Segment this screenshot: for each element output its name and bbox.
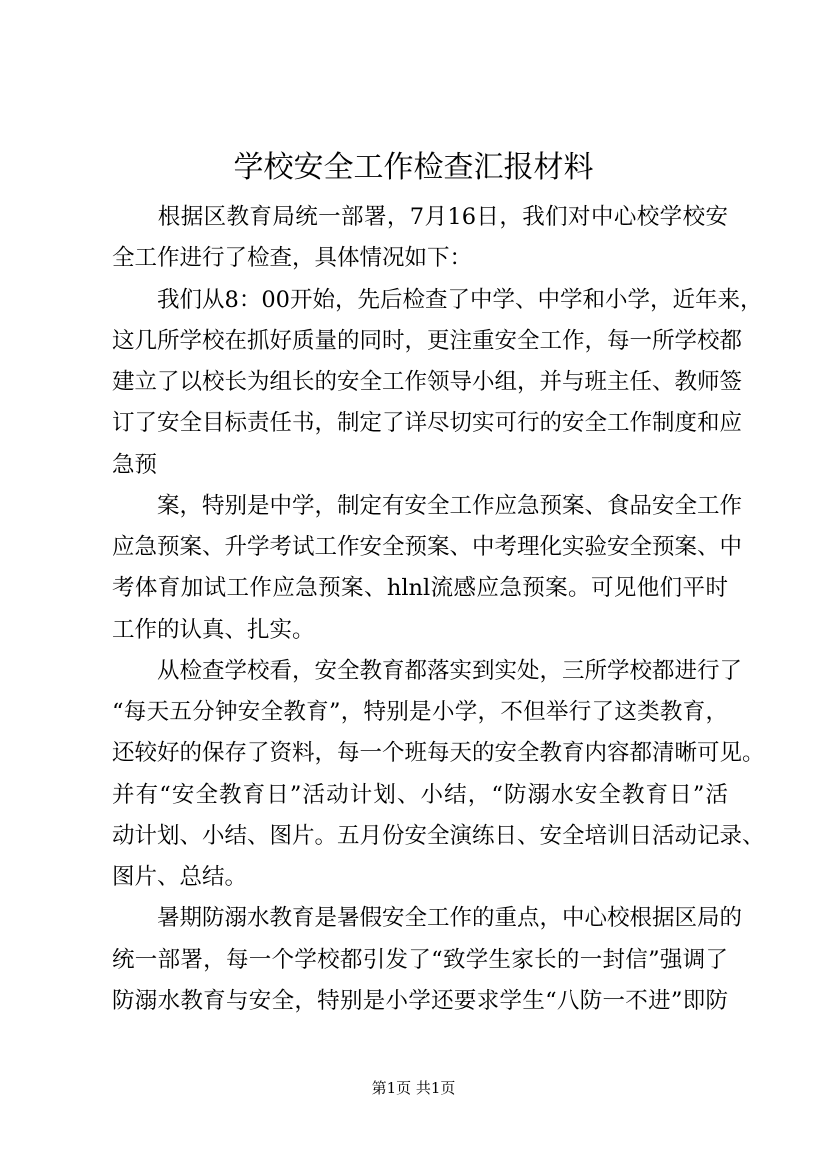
text-line-20: 防溺水教育与安全，特别是小学还要求学生“八防一不进”即防 bbox=[112, 987, 728, 1014]
text-line-16: 动计划、小结、图片。五月份安全演练日、安全培训日活动记录、 bbox=[112, 822, 765, 849]
text-line-18: 暑期防溺水教育是暑假安全工作的重点，中心校根据区局的 bbox=[112, 905, 743, 932]
text-line-14: 还较好的保存了资料，每一个班每天的安全教育内容都清晰可见。 bbox=[112, 740, 765, 767]
text-line-15: 并有“安全教育日”活动计划、小结，“防溺水安全教育日”活 bbox=[112, 781, 728, 808]
text-line-2: 全工作进行了检查，具体情况如下： bbox=[112, 245, 473, 272]
document-body bbox=[112, 197, 765, 1022]
text-line-3: 我们从8：00开始，先后检查了中学、中学和小学，近年来， bbox=[112, 286, 763, 313]
text-line-19: 统一部署，每一个学校都引发了“致学生家长的一封信”强调了 bbox=[112, 946, 728, 973]
text-line-13: “每天五分钟安全教育”，特别是小学，不但举行了这类教育， bbox=[112, 699, 728, 725]
text-line-6: 订了安全目标责任书，制定了详尽切实可行的安全工作制度和应 bbox=[112, 410, 743, 437]
text-line-12: 从检查学校看，安全教育都落实到实处，三所学校都进行了 bbox=[112, 657, 743, 684]
text-line-9: 应急预案、升学考试工作安全预案、中考理化实验安全预案、中 bbox=[112, 534, 743, 560]
text-line-7: 急预 bbox=[112, 451, 158, 478]
page-footer: 第1页 共1页 bbox=[371, 1079, 456, 1097]
text-line-5: 建立了以校长为组长的安全工作领导小组，并与班主任、教师签 bbox=[112, 369, 743, 395]
text-line-10: 考体育加试工作应急预案、hlnl流感应急预案。可见他们平时 bbox=[112, 575, 728, 602]
text-line-4: 这几所学校在抓好质量的同时，更注重安全工作，每一所学校都 bbox=[112, 327, 743, 354]
text-line-8: 案，特别是中学，制定有安全工作应急预案、食品安全工作 bbox=[112, 492, 743, 519]
text-line-11: 工作的认真、扎实。 bbox=[112, 616, 315, 643]
text-line-1: 根据区教育局统一部署，7月16日，我们对中心校学校安 bbox=[112, 204, 728, 230]
text-line-17: 图片、总结。 bbox=[112, 864, 248, 890]
document-title: 学校安全工作检查汇报材料 bbox=[233, 150, 594, 185]
